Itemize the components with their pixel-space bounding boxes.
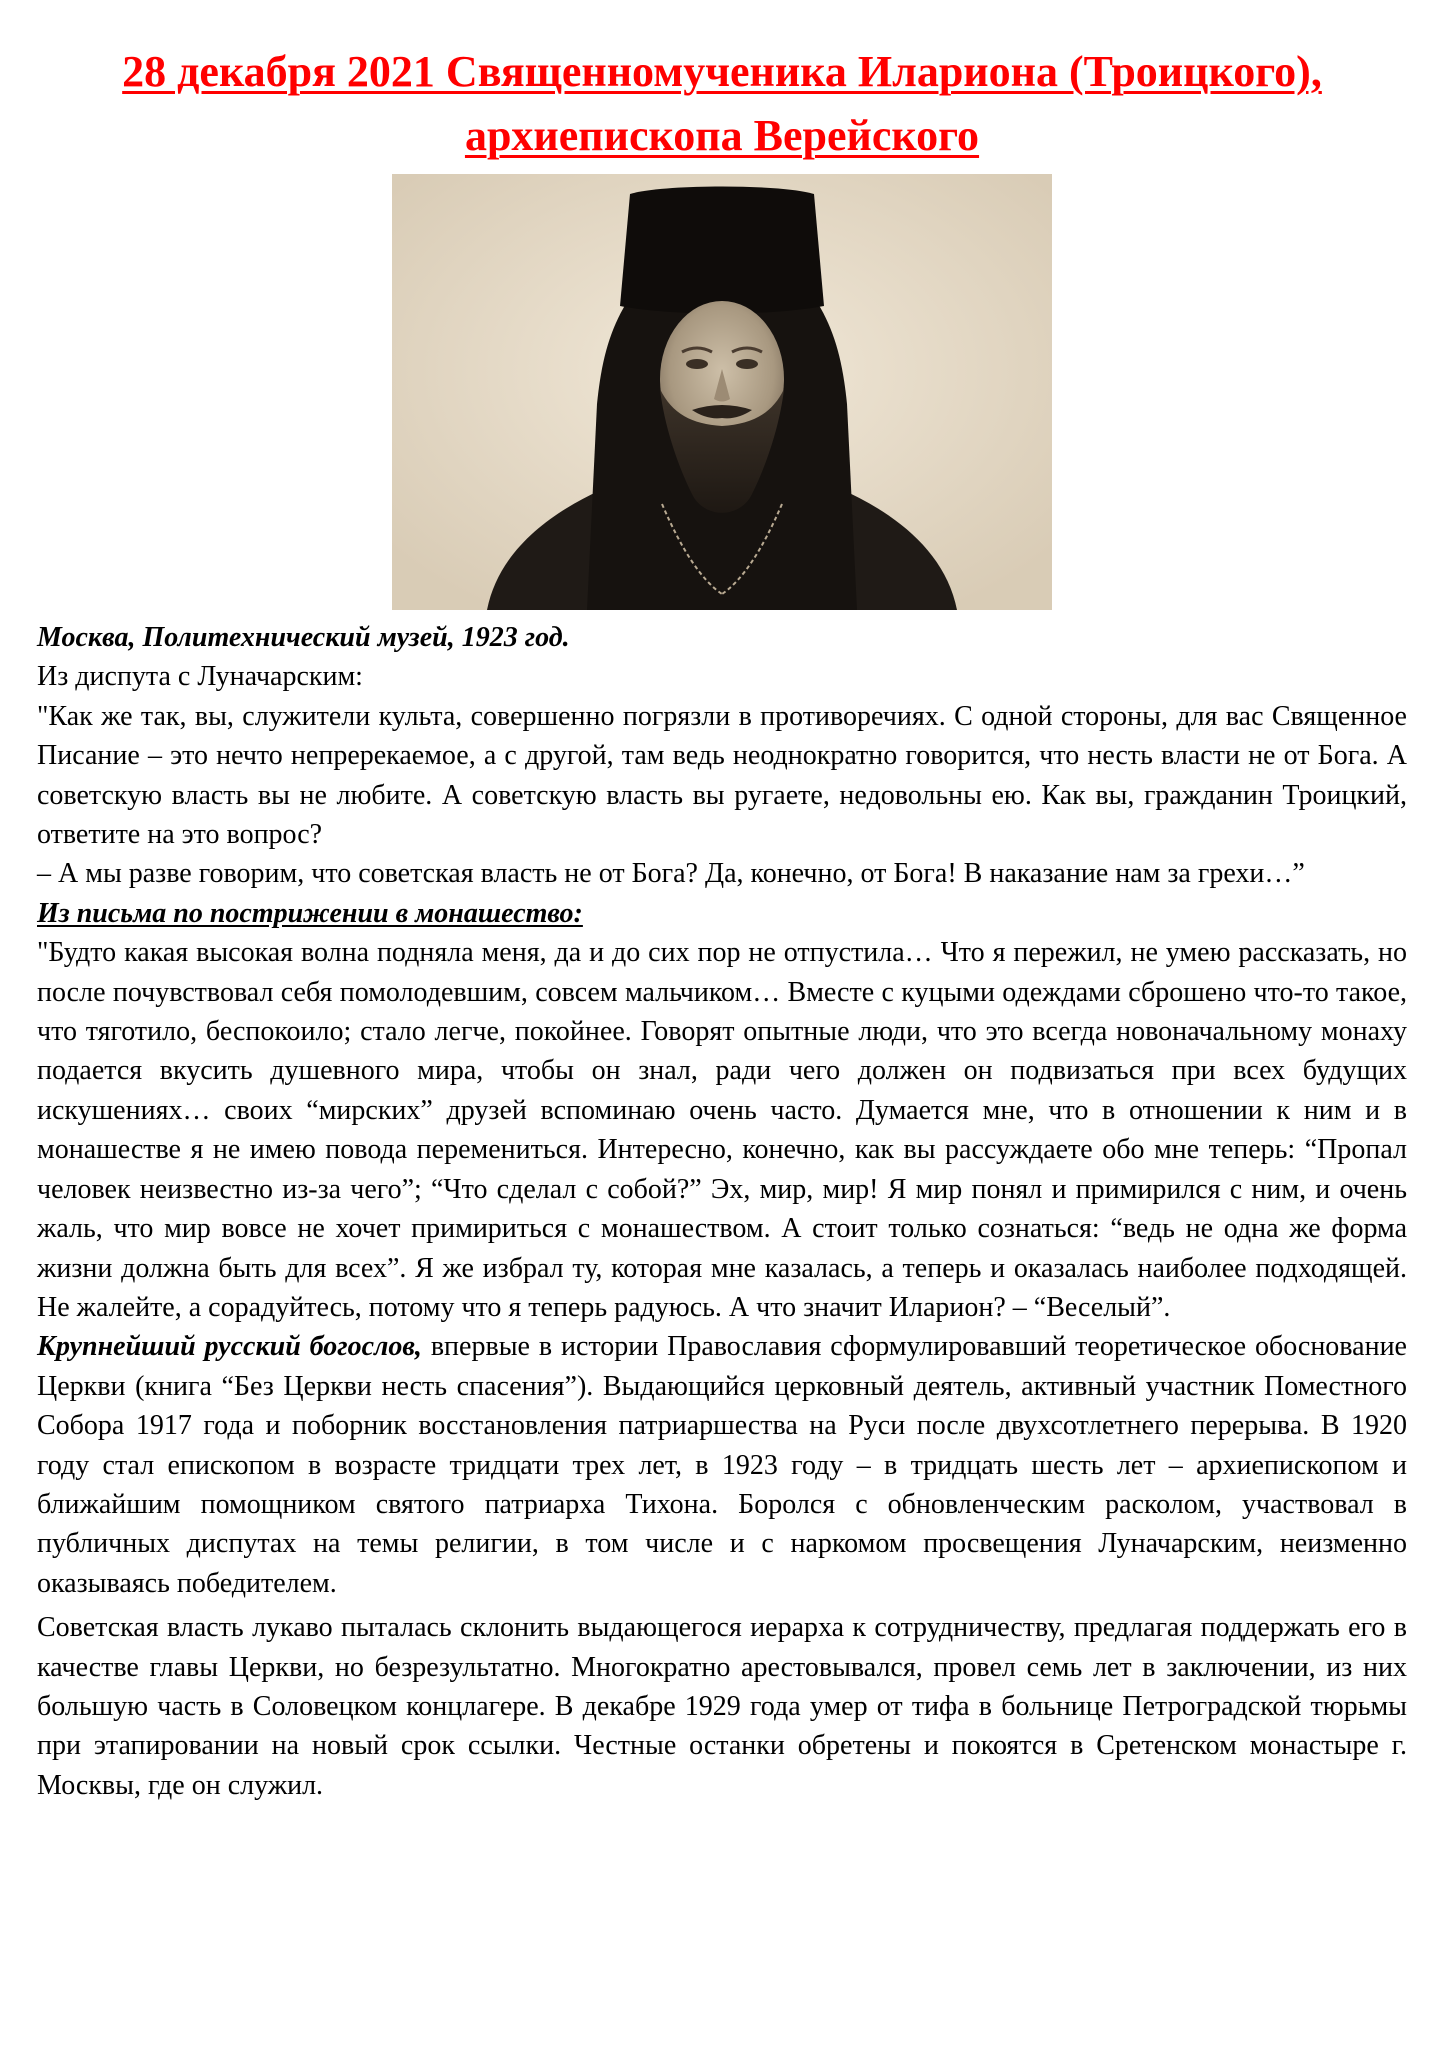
dispute-quote: "Как же так, вы, служители культа, совершенно погрязли в противоречиях. С одной стороны, для вас Священное Писание – это нечто непререкаемое, а с другой, там ведь неоднократно говорится, что несть власти не от Бога. А советскую власть вы не любите. А советскую власть вы ругаете, недовольны ею. Как вы, гражданин Троицкий, ответите на это вопрос? [37,700,1407,851]
bio-paragraph [37,1327,1407,1603]
place-heading-text: Москва, Политехнический музей, 1923 год. [37,622,570,653]
letter-text: "Будто какая высокая волна подняла меня, да и до сих пор не отпустила… Что я пережил, не умею рассказать, но после почувствовал себя помолодевшим, совсем мальчиком… Вместе с куцыми одеждами сброшено что-то такое, что тяготило, беспокоило; стало легче, покойнее. Говорят опытные люди, что это всегда новоначальному монаху подается вкусить душевного мира, чтобы он знал, ради чего должен он подвизаться при всех будущих искушениях… своих “мирских” друзей вспоминаю очень часто. Думается мне, что в отношении к ним и в монашестве я не имею повода перемениться. Интересно, конечно, как вы рассуждаете обо мне теперь: “Пропал человек неизвестно из-за чего”; “Что сделал с собой?” Эх, мир, мир! Я мир понял и примирился с ним, и очень жаль, что мир вовсе не хочет примириться с монашеством. А стоит только сознаться: “ведь не одна же форма жизни должна быть для всех”. Я же избрал ту, которая мне казалась, а теперь и оказалась наиболее подходящей. Не жалейте, а сорадуйтесь, потому что я теперь радуюсь. А что значит Иларион? – “Веселый”. [37,937,1407,1323]
portrait-photo-icon [392,174,1052,610]
place-heading [37,618,1407,657]
dispute-answer: – А мы разве говорим, что советская власть не от Бога? Да, конечно, от Бога! В наказание нам за грехи…” [37,858,1305,890]
final-paragraph: Советская власть лукаво пыталась склонить выдающегося иерарха к сотрудничеству, предлагая поддержать его в качестве главы Церкви, но безрезультатно. Многократно арестовывался, провел семь лет в заключении, из них большую часть в Соловецком концлагере. В декабре 1929 года умер от тифа в больнице Петроградской тюрьмы при этапировании на новый срок ссылки. Честные останки обретены и покоятся в Сретенском монастыре г. Москвы, где он служил. [37,1612,1407,1801]
page-title: 28 декабря 2021 Священномученика Илариона (Троицкого), архиепископа Верейского [122,47,1322,160]
portrait-photo [392,174,1052,610]
letter-heading-text: Из письма по пострижении в монашество: [37,897,583,929]
bio-text: впервые в истории Православия сформулировавший теоретическое обоснование Церкви (книга “Без Церкви несть спасения”). Выдающийся церковный деятель, активный участник Поместного Собора 1917 года и поборник восстановления патриаршества на Руси после двухсотлетнего перерыва. В 1920 году стал епископом в возрасте тридцати трех лет, в 1923 году – в тридцать шесть лет – архиепископом и ближайшим помощником святого патриарха Тихона. Боролся с обновленческим расколом, участвовал в публичных диспутах на темы религии, в том числе и с наркомом просвещения Луначарским, неизменно оказываясь победителем. [37,1331,1407,1599]
letter-heading [37,894,1407,933]
dispute-intro: Из диспута с Луначарским: [37,661,363,693]
photo-container [37,174,1407,610]
bio-lead: Крупнейший русский богослов, [37,1331,422,1363]
document-body [37,618,1407,1805]
